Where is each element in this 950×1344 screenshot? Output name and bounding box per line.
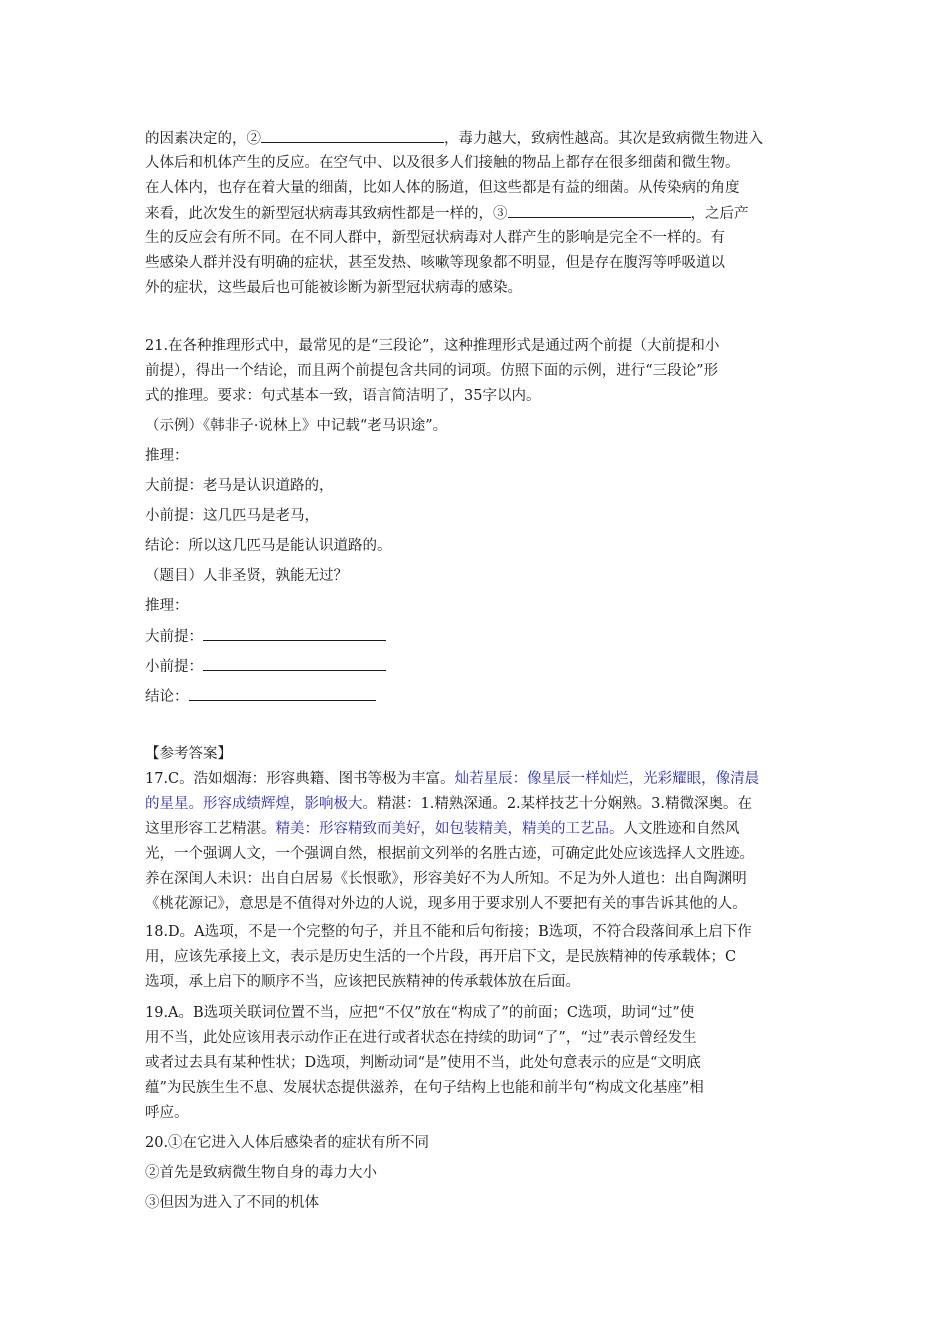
q21-major-premise: [145, 626, 825, 647]
answer-17-line-3: [145, 819, 825, 839]
answer-18-line-2: 用，应该先承接上文，表示是历史生活的一个片段，再开启下文，是民族精神的传承载体；C: [145, 949, 737, 965]
major-premise-label: 大前提：: [145, 629, 203, 645]
passage-text: ，之后产: [690, 206, 749, 222]
answers-heading: 【参考答案】: [145, 746, 232, 762]
passage-text: ，毒力越大，致病性越高。其次是致病微生物进入: [444, 131, 763, 147]
answer-17-line-6: 《桃花源记》，意思是不值得对外边的人说，现多用于要求别人不要把有关的事告诉其他的人。: [145, 896, 747, 912]
passage-line-5: 生的反应会有所不同。在不同人群中，新型冠状病毒对人群产生的影响是完全不一样的。有: [145, 230, 725, 246]
q21-example-major: 大前提：老马是认识道路的，: [145, 478, 334, 494]
answer-text: 人文胜迹和自然风: [623, 821, 740, 837]
answer-19-line-2: 用不当，此处应该用表示动作正在进行或者状态在持续的助词“了”，“过”表示曾经发生: [145, 1030, 697, 1046]
fill-blank-3[interactable]: [508, 203, 691, 218]
passage-line-6: 些感染人群并没有明确的症状，甚至发热、咳嗽等现象都不明显，但是存在腹泻等呼吸道以: [145, 255, 725, 271]
answer-20-line-2: ②首先是致病微生物自身的毒力大小: [145, 1165, 377, 1181]
major-premise-blank[interactable]: [203, 626, 386, 641]
passage-text: 来看，此次发生的新型冠状病毒其致病性都是一样的，③: [145, 206, 508, 222]
q21-topic: （题目）人非圣贤，孰能无过？: [145, 568, 348, 584]
q21-example: （示例）《韩非子·说林上》中记载“老马识途”。: [145, 418, 448, 434]
answer-text: 17.C。浩如烟海：形容典籍、图书等极为丰富。: [145, 771, 455, 787]
passage-text: 的因素决定的，②: [145, 131, 261, 147]
answer-19-line-1: 19.A。B选项关联词位置不当，应把“不仅”放在“构成了”的前面；C选项，助词“过”使: [145, 1005, 695, 1021]
answer-17-line-2: [145, 794, 825, 814]
answer-highlight: 灿若星辰：像星辰一样灿烂，光彩耀眼，像清晨: [454, 771, 760, 787]
answer-18-line-1: 18.D。A选项，不是一个完整的句子，并且不能和后句衔接；B选项，不符合段落间承上启下作: [145, 924, 752, 940]
answer-text: 这里形容工艺精湛。: [145, 821, 276, 837]
q21-minor-premise: [145, 656, 825, 677]
q21-conclusion: [145, 686, 825, 707]
answer-highlight: 的星星。形容成绩辉煌，影响极大。: [145, 796, 377, 812]
answer-19-line-4: 蕴”为民族生生不息、发展状态提供滋养，在句子结构上也能和前半句“构成文化基座”相: [145, 1080, 704, 1096]
answer-highlight: 精美：形容精致而美好，如包装精美，精美的工艺品。: [275, 821, 624, 837]
q21-line-2: 前提），得出一个结论，而且两个前提包含共同的词项。仿照下面的示例，进行“三段论”形: [145, 363, 719, 379]
passage-line-3: 在人体内，也存在着大量的细菌，比如人体的肠道，但这些都是有益的细菌。从传染病的角度: [145, 180, 740, 196]
answer-17-line-1: [145, 769, 825, 789]
q21-line-1: 21.在各种推理形式中，最常见的是“三段论”，这种推理形式是通过两个前提（大前提和小: [145, 338, 720, 354]
answer-19-line-3: 或者过去具有某种性状；D选项，判断动词“是”使用不当，此处句意表示的应是“文明底: [145, 1055, 701, 1071]
conclusion-blank[interactable]: [189, 686, 376, 701]
answer-18-line-3: 选项，承上启下的顺序不当，应该把民族精神的传承载体放在后面。: [145, 974, 580, 990]
q21-reasoning-label-2: 推理：: [145, 598, 189, 614]
q21-example-conclusion: 结论：所以这几匹马是能认识道路的。: [145, 538, 392, 554]
passage-line-1: [145, 128, 825, 149]
answer-20-line-1: 20.①在它进入人体后感染者的症状有所不同: [145, 1135, 430, 1151]
q21-line-3: 式的推理。要求：句式基本一致，语言简洁明了，35字以内。: [145, 388, 541, 404]
conclusion-label: 结论：: [145, 689, 189, 705]
q21-example-minor: 小前提：这几匹马是老马，: [145, 508, 319, 524]
q21-reasoning-label: 推理：: [145, 448, 189, 464]
answer-17-line-5: 养在深闺人未识：出自白居易《长恨歌》，形容美好不为人所知。不足为外人道也：出自陶渊明: [145, 871, 747, 887]
passage-line-2: 人体后和机体产生的反应。在空气中、以及很多人们接触的物品上都存在很多细菌和微生物。: [145, 155, 740, 171]
passage-line-4: [145, 203, 825, 224]
minor-premise-label: 小前提：: [145, 659, 203, 675]
answer-text: 精湛：1.精熟深通。2.某样技艺十分娴熟。3.精微深奥。在: [377, 796, 753, 812]
answer-17-line-4: 光，一个强调人文，一个强调自然，根据前文列举的名胜古迹，可确定此处应该选择人文胜迹。: [145, 846, 754, 862]
passage-line-7: 外的症状，这些最后也可能被诊断为新型冠状病毒的感染。: [145, 280, 522, 296]
answer-19-line-5: 呼应。: [145, 1105, 189, 1121]
fill-blank-2[interactable]: [261, 128, 444, 143]
minor-premise-blank[interactable]: [203, 656, 386, 671]
answer-20-line-3: ③但因为进入了不同的机体: [145, 1195, 319, 1211]
